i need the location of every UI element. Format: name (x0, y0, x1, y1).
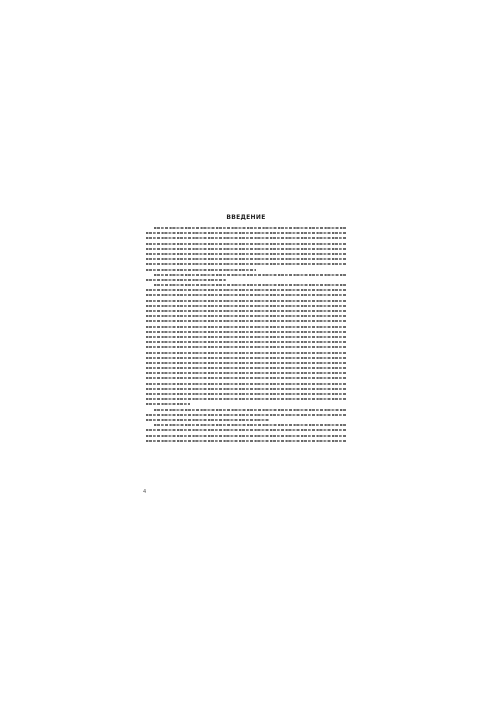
text-line (146, 315, 346, 317)
text-line (146, 383, 346, 385)
paragraph-5 (146, 424, 346, 442)
text-line (146, 372, 346, 374)
text-line (154, 409, 346, 411)
text-line (146, 362, 346, 364)
text-line (146, 294, 346, 296)
text-line (146, 367, 346, 369)
text-line (146, 346, 346, 348)
text-line (146, 279, 226, 281)
paragraph-3 (146, 284, 346, 405)
text-line (154, 274, 346, 276)
text-line (146, 248, 346, 250)
text-line (146, 403, 190, 405)
text-line (146, 305, 346, 307)
text-line (146, 398, 346, 400)
text-line (146, 352, 346, 354)
text-line (146, 357, 346, 359)
page-title: ВВЕДЕНИЕ (226, 214, 266, 221)
text-line (146, 320, 346, 322)
text-line (146, 393, 346, 395)
text-line (146, 243, 346, 245)
text-line (146, 336, 346, 338)
text-line (146, 289, 346, 291)
text-line (146, 388, 346, 390)
page-number: 4 (143, 489, 147, 495)
text-line (146, 419, 270, 421)
text-line (146, 310, 346, 312)
text-line (154, 284, 346, 286)
body-text (146, 214, 346, 445)
text-line (146, 258, 346, 260)
text-line (146, 326, 346, 328)
text-line (146, 263, 346, 265)
text-line (146, 429, 346, 431)
paragraph-2 (146, 274, 346, 281)
text-line (146, 269, 256, 271)
text-line (154, 227, 346, 229)
text-line (146, 237, 346, 239)
text-line (154, 424, 346, 426)
paragraph-1 (146, 227, 346, 271)
text-line (146, 440, 346, 442)
text-line (146, 232, 346, 234)
text-line (146, 253, 346, 255)
text-line (146, 435, 346, 437)
text-line (146, 377, 346, 379)
text-line (146, 341, 346, 343)
text-line (146, 300, 346, 302)
paragraph-4 (146, 409, 346, 421)
text-line (146, 331, 346, 333)
text-line (146, 414, 346, 416)
